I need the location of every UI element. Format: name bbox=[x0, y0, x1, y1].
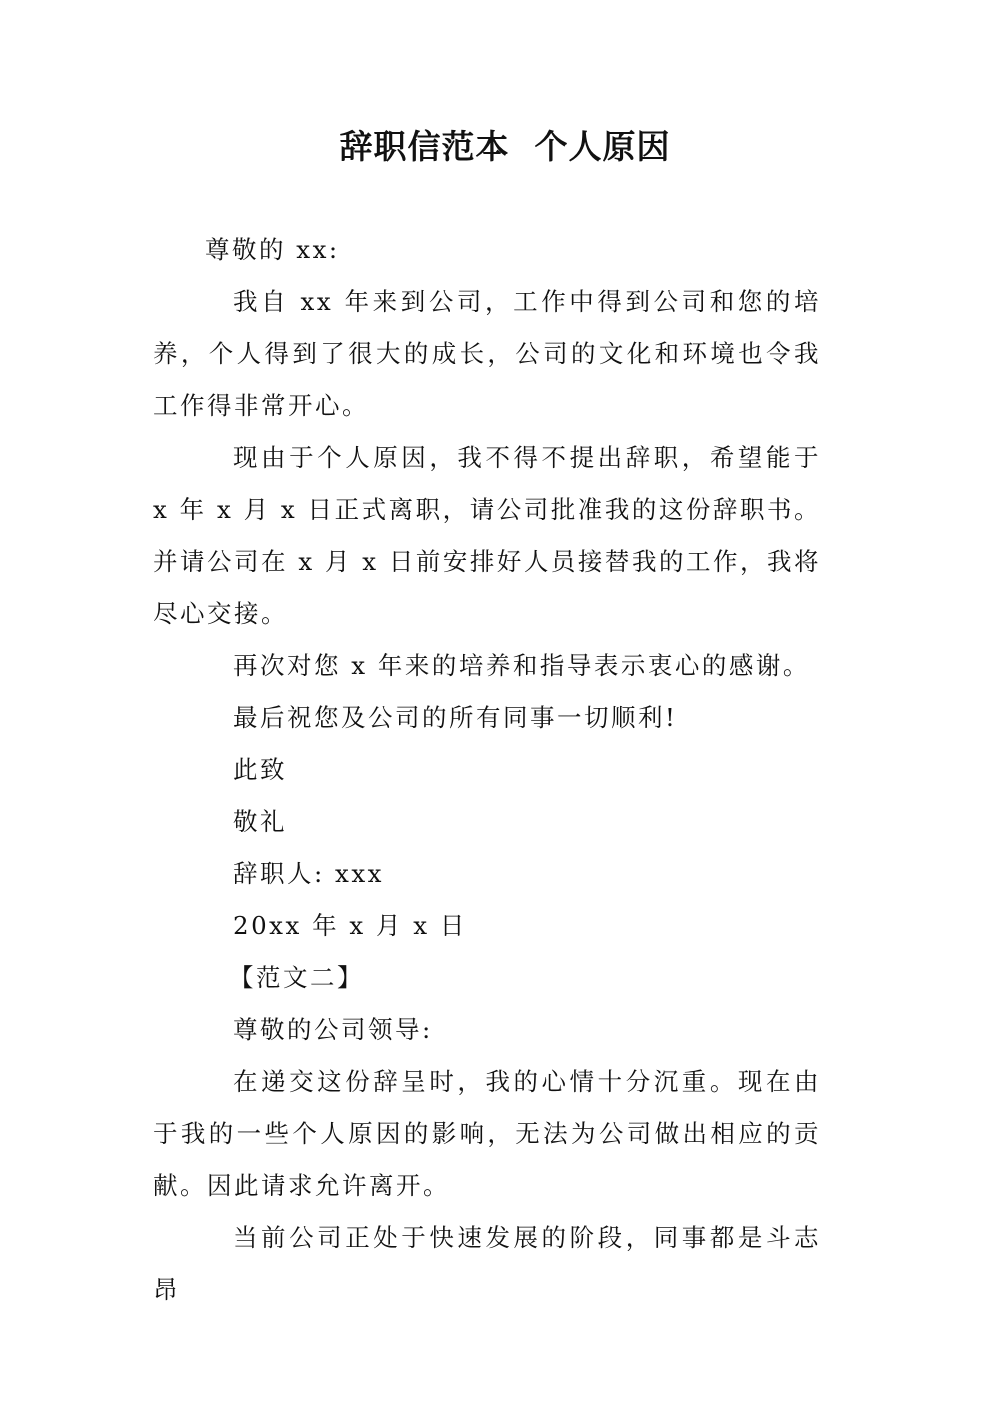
closing-salutation: 此致 bbox=[233, 755, 287, 784]
paragraph: 现由于个人原因，我不得不提出辞职，希望能于 x 年 x 月 x 日正式离职，请公司批准我的这份辞职书。并请公司在 x 月 x 日前安排好人员接替我的工作，我将尽心交接。 bbox=[153, 443, 821, 628]
paragraph: 在递交这份辞呈时，我的心情十分沉重。现在由于我的一些个人原因的影响，无法为公司做出相应的贡献。因此请求允许离开。 bbox=[153, 1067, 821, 1200]
greeting-2: 尊敬的公司领导: bbox=[233, 1015, 433, 1044]
date: 20xx 年 x 月 x 日 bbox=[233, 911, 467, 940]
paragraph: 当前公司正处于快速发展的阶段，同事都是斗志昂 bbox=[153, 1223, 821, 1304]
closing-regards: 敬礼 bbox=[233, 807, 287, 836]
section-heading: 【范文二】 bbox=[229, 963, 364, 992]
signer: 辞职人: xxx bbox=[233, 859, 384, 888]
greeting: 尊敬的 xx: bbox=[205, 235, 340, 264]
paragraph: 再次对您 x 年来的培养和指导表示衷心的感谢。 bbox=[233, 651, 810, 680]
page-title: 辞职信范本 个人原因 bbox=[339, 127, 671, 166]
paragraph: 最后祝您及公司的所有同事一切顺利! bbox=[233, 703, 678, 732]
letter-body bbox=[153, 224, 821, 1316]
paragraph: 我自 xx 年来到公司，工作中得到公司和您的培养，个人得到了很大的成长，公司的文化和环境也令我工作得非常开心。 bbox=[153, 287, 821, 420]
